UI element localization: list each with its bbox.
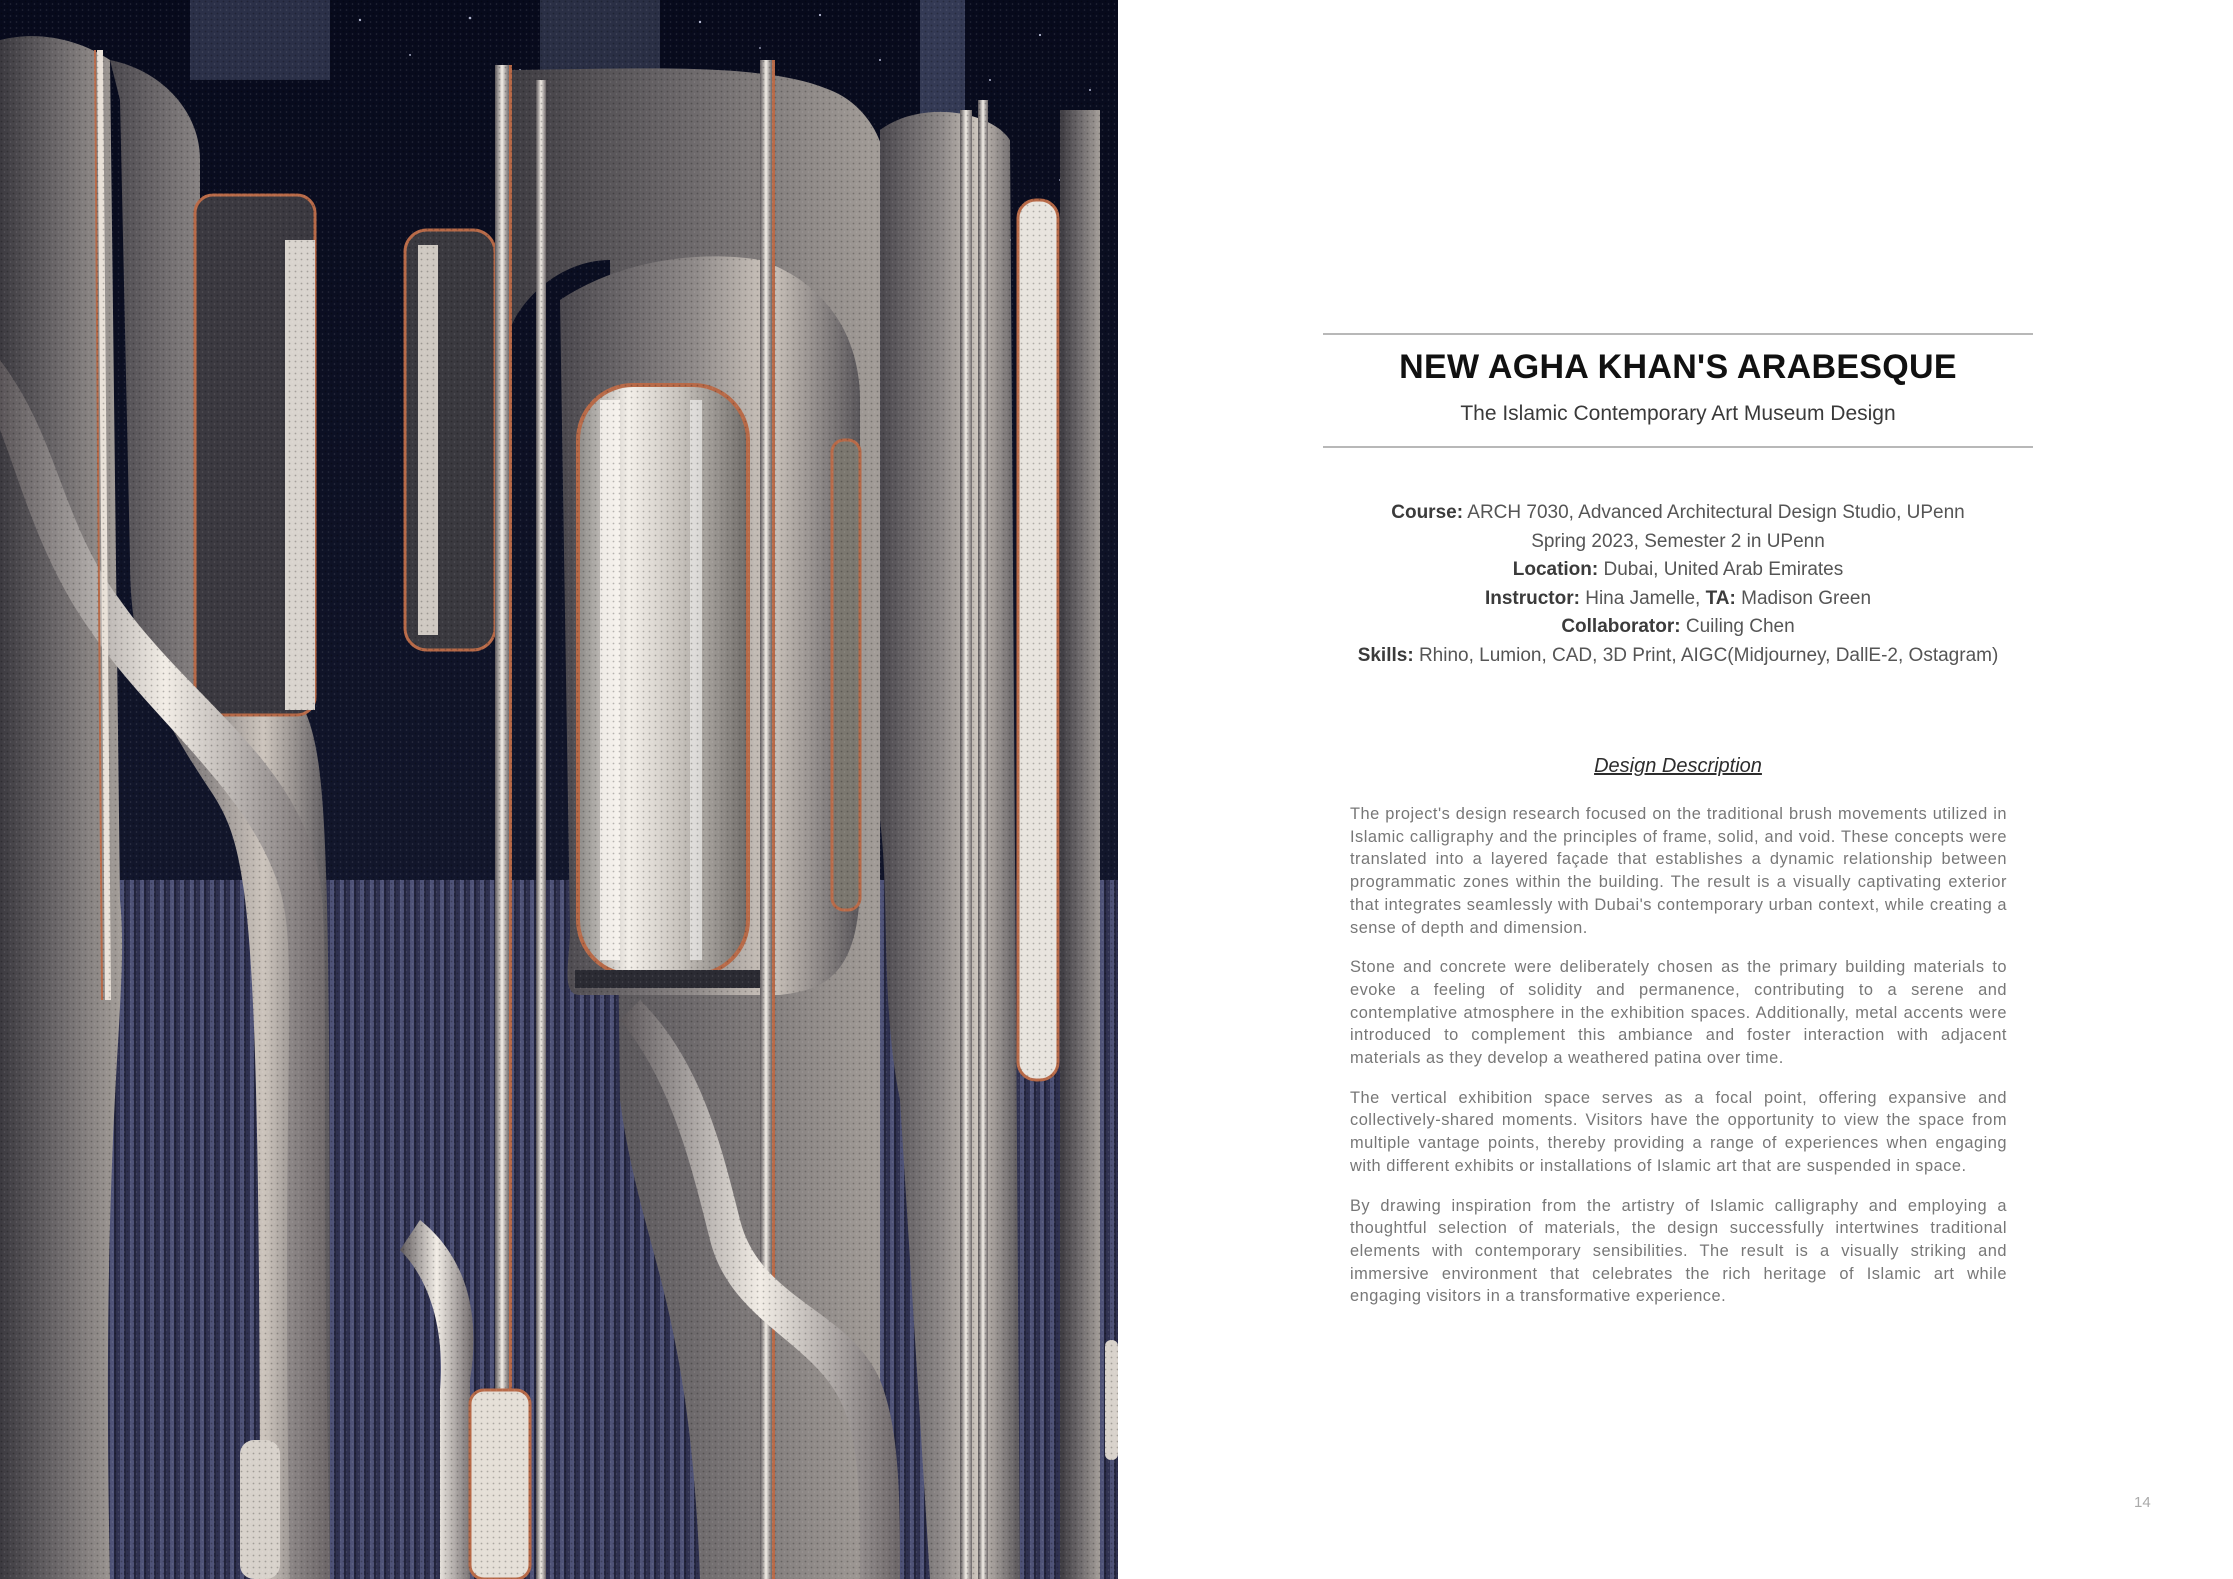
skills-label: Skills: — [1357, 644, 1414, 666]
instructor-value: Hina Jamelle, — [1585, 587, 1701, 609]
skills-line — [1323, 642, 2033, 671]
course-label: Course: — [1391, 502, 1464, 523]
location-value: Dubai, United Arab Emirates — [1603, 559, 1844, 580]
page-number: 14 — [2134, 1494, 2151, 1511]
ta-label: TA: — [1705, 587, 1736, 609]
project-info-panel — [1118, 0, 2233, 1579]
design-description-body — [1350, 803, 2007, 1325]
course-line — [1323, 499, 2033, 528]
location-line — [1323, 556, 2033, 585]
title-bottom-divider — [1323, 446, 2033, 448]
instructor-line — [1323, 585, 2033, 614]
project-details — [1323, 499, 2033, 670]
description-paragraph: By drawing inspiration from the artistry of Islamic calligraphy and employing a thoughtful selection of materials, the design successfully intertwines traditional elements with contemporary sensibilities. The result is a visually striking and immersive environment that celebrates the rich heritage of Islamic art while engaging visitors in a transformative experience. — [1350, 1196, 2007, 1306]
project-subtitle: The Islamic Contemporary Art Museum Design — [1460, 402, 1896, 425]
course-value: ARCH 7030, Advanced Architectural Design Studio, UPenn — [1467, 502, 1965, 523]
title-top-divider — [1323, 333, 2033, 335]
location-label: Location: — [1512, 559, 1599, 580]
skills-value: Rhino, Lumion, CAD, 3D Print, AIGC(Midjourney, DallE-2, Ostagram) — [1418, 644, 1999, 666]
instructor-label: Instructor: — [1484, 587, 1580, 609]
semester-line: Spring 2023, Semester 2 in UPenn — [1531, 530, 1825, 552]
collaborator-label: Collaborator: — [1561, 616, 1681, 637]
collaborator-value: Cuiling Chen — [1685, 616, 1795, 637]
description-paragraph: Stone and concrete were deliberately chosen as the primary building materials to evoke a feeling of solidity and permanence, contributing to a serene and contemplative atmosphere in the exhibition spaces. Additionally, metal accents were introduced to complement this ambiance and foster interaction with adjacent materials as they develop a weathered patina over time. — [1350, 958, 2007, 1068]
design-description-heading: Design Description — [1594, 755, 1762, 777]
project-title: NEW AGHA KHAN'S ARABESQUE — [1399, 348, 1957, 386]
ta-value: Madison Green — [1741, 587, 1872, 609]
collaborator-line — [1323, 613, 2033, 642]
description-paragraph: The project's design research focused on the traditional brush movements utilized in Islamic calligraphy and the principles of frame, solid, and void. These concepts were translated into a layered façade that establishes a dynamic relationship between programmatic zones within the building. The result is a visually captivating exterior that integrates seamlessly with Dubai's contemporary urban context, while creating a sense of depth and dimension. — [1350, 805, 2007, 937]
description-paragraph: The vertical exhibition space serves as a focal point, offering expansive and collectively-shared moments. Visitors have the opportunity to view the space from multiple vantage points, thereby providing a range of experiences when engaging with different exhibits or installations of Islamic art that are suspended in space. — [1350, 1088, 2007, 1175]
